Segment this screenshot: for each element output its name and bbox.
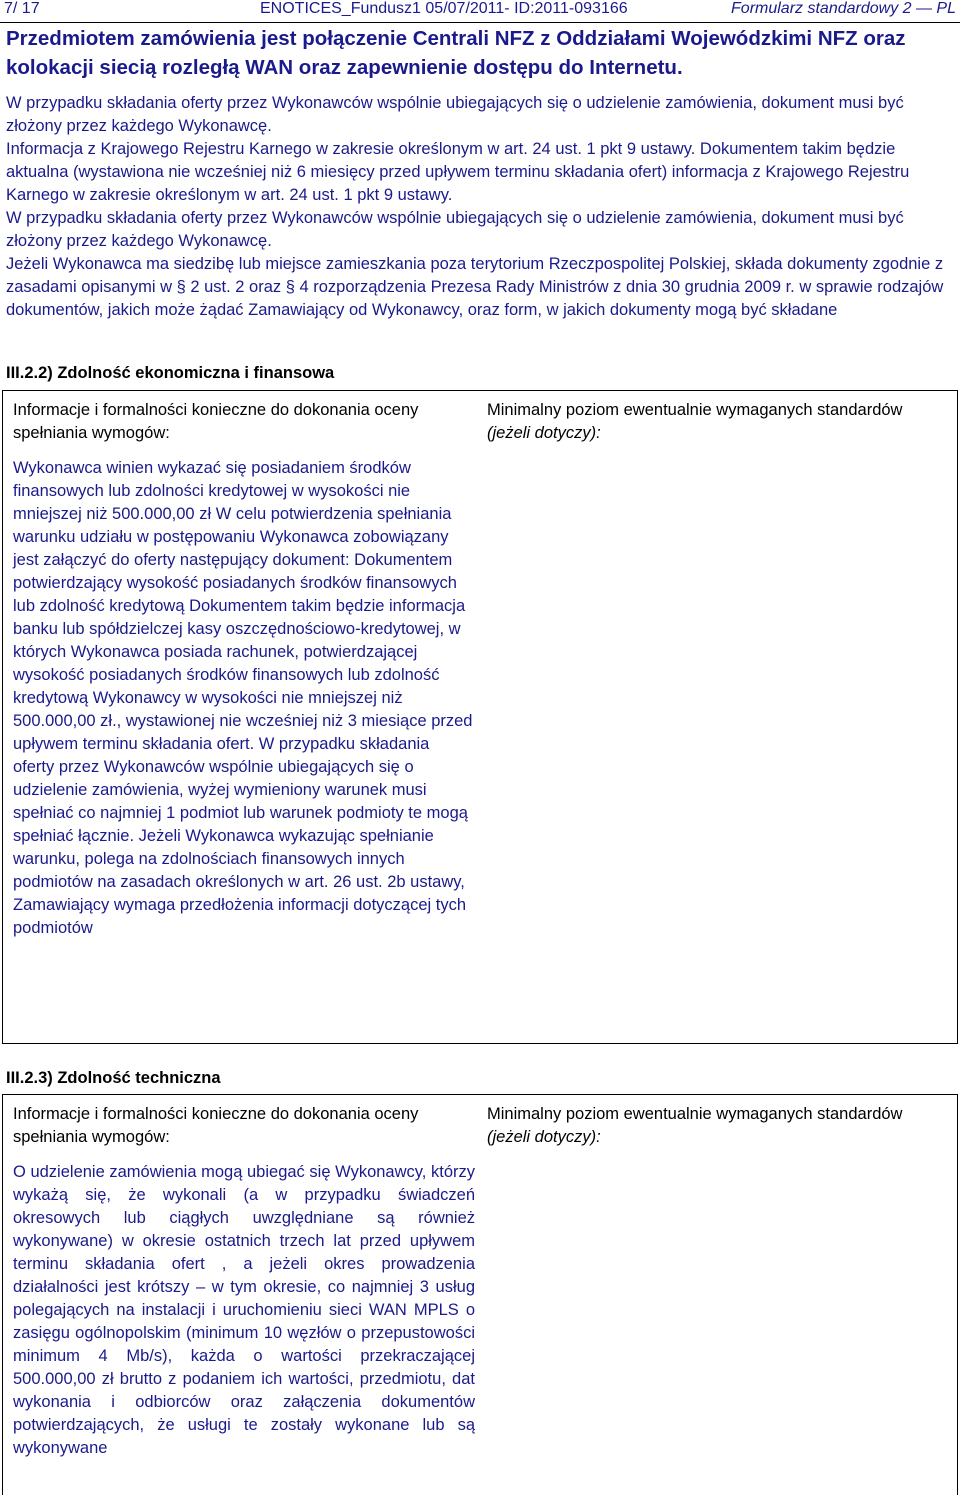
intro-text bbox=[6, 92, 956, 322]
technical-left-column bbox=[13, 1103, 475, 1460]
info-label: Informacje i formalności konieczne do dokonania oceny spełniania wymogów: bbox=[13, 1105, 419, 1146]
intro-paragraph: Jeżeli Wykonawca ma siedzibę lub miejsce zamieszkania poza terytorium Rzeczpospolitej Polskiej, składa dokumenty zgodnie z zasadami opisanymi w § 2 ust. 2 oraz § 4 rozporządzenia Prezesa Rady Ministrów z dnia 30 grudnia 2009 r. w sprawie rodzajów dokumentów, jakich może żądać Zamawiający od Wykonawcy, oraz form, w jakich dokumenty mogą być składane bbox=[6, 255, 944, 319]
economic-right-column bbox=[487, 399, 947, 445]
min-standard-note: (jeżeli dotyczy): bbox=[487, 424, 601, 442]
section-technical-title: III.2.3) Zdolność techniczna bbox=[6, 1069, 221, 1087]
document-title: Przedmiotem zamówienia jest połączenie Centrali NFZ z Oddziałami Wojewódzkimi NFZ oraz kolokacji siecią rozległą WAN oraz zapewnienie dostępu do Internetu. bbox=[6, 27, 906, 79]
page-number: 7/ 17 bbox=[4, 0, 40, 17]
technical-requirement-text: O udzielenie zamówienia mogą ubiegać się Wykonawcy, którzy wykażą się, że wykonali (a w przypadku świadczeń okresowych lub ciągłych uwzględniane są również wykonywane) w okresie ostatnich trzech lat przed upływem terminu składania ofert , a jeżeli okres prowadzenia działalności jest krótszy – w tym okresie, co najmniej 3 usług polegających na instalacji i uruchomieniu sieci WAN MPLS o zasięgu ogólnopolskim (minimum 10 węzłów o przepustowości minimum 4 Mb/s), każda o wartości przekraczającej 500.000,00 zł brutto z podaniem ich wartości, przedmiotu, dat wykonania i odbiorców oraz załączenia dokumentów potwierdzających, że usługi te zostały wykonane lub są wykonywane bbox=[13, 1163, 475, 1457]
intro-paragraph: W przypadku składania oferty przez Wykonawców wspólnie ubiegających się o udzielenie zamówienia, dokument musi być złożony przez każdego Wykonawcę. bbox=[6, 94, 904, 135]
form-name: Formularz standardowy 2 — PL bbox=[731, 0, 956, 17]
section-technical-box bbox=[2, 1094, 958, 1495]
notice-id: ENOTICES_Fundusz1 05/07/2011- ID:2011-093166 bbox=[260, 0, 628, 17]
section-economic-box bbox=[2, 390, 958, 1044]
intro-paragraph: Informacja z Krajowego Rejestru Karnego w zakresie określonym w art. 24 ust. 1 pkt 9 ustawy. Dokumentem takim będzie aktualna (wystawiona nie wcześniej niż 6 miesięcy przed upływem terminu składania ofert) informacja z Krajowego Rejestru Karnego w zakresie określonym w art. 24 ust. 1 pkt 9 ustawy. bbox=[6, 140, 910, 204]
min-standard-label: Minimalny poziom ewentualnie wymaganych standardów bbox=[487, 401, 903, 419]
economic-requirement-text: Wykonawca winien wykazać się posiadaniem środków finansowych lub zdolności kredytowej w wysokości nie mniejszej niż 500.000,00 zł W celu potwierdzenia spełniania warunku udziału w postępowaniu Wykonawca zobowiązany jest załączyć do oferty następujący dokument: Dokumentem potwierdzający wysokość posiadanych środków finansowych lub zdolność kredytową Dokumentem takim będzie informacja banku lub spółdzielczej kasy oszczędnościowo-kredytowej, w których Wykonawca posiada rachunek, potwierdzającej wysokość posiadanych środków finansowych lub zdolność kredytową Wykonawcy w wysokości nie mniejszej niż 500.000,00 zł., wystawionej nie wcześniej niż 3 miesiące przed upływem terminu składania ofert. W przypadku składania oferty przez Wykonawców wspólnie ubiegających się o udzielenie zamówienia, wyżej wymieniony warunek musi spełniać co najmniej 1 podmiot lub warunek podmioty te mogą spełniać łącznie. Jeżeli Wykonawca wykazując spełnianie warunku, polega na zdolnościach finansowych innych podmiotów na zasadach określonych w art. 26 ust. 2b ustawy, Zamawiający wymaga przedłożenia informacji dotyczącej tych podmiotów bbox=[13, 459, 473, 937]
min-standard-note: (jeżeli dotyczy): bbox=[487, 1128, 601, 1146]
technical-right-column bbox=[487, 1103, 947, 1149]
page-header bbox=[0, 0, 960, 23]
info-label: Informacje i formalności konieczne do dokonania oceny spełniania wymogów: bbox=[13, 401, 419, 442]
intro-paragraph: W przypadku składania oferty przez Wykonawców wspólnie ubiegających się o udzielenie zamówienia, dokument musi być złożony przez każdego Wykonawcę. bbox=[6, 209, 904, 250]
economic-left-column bbox=[13, 399, 475, 940]
section-economic-title: III.2.2) Zdolność ekonomiczna i finansowa bbox=[6, 364, 335, 382]
min-standard-label: Minimalny poziom ewentualnie wymaganych standardów bbox=[487, 1105, 903, 1123]
